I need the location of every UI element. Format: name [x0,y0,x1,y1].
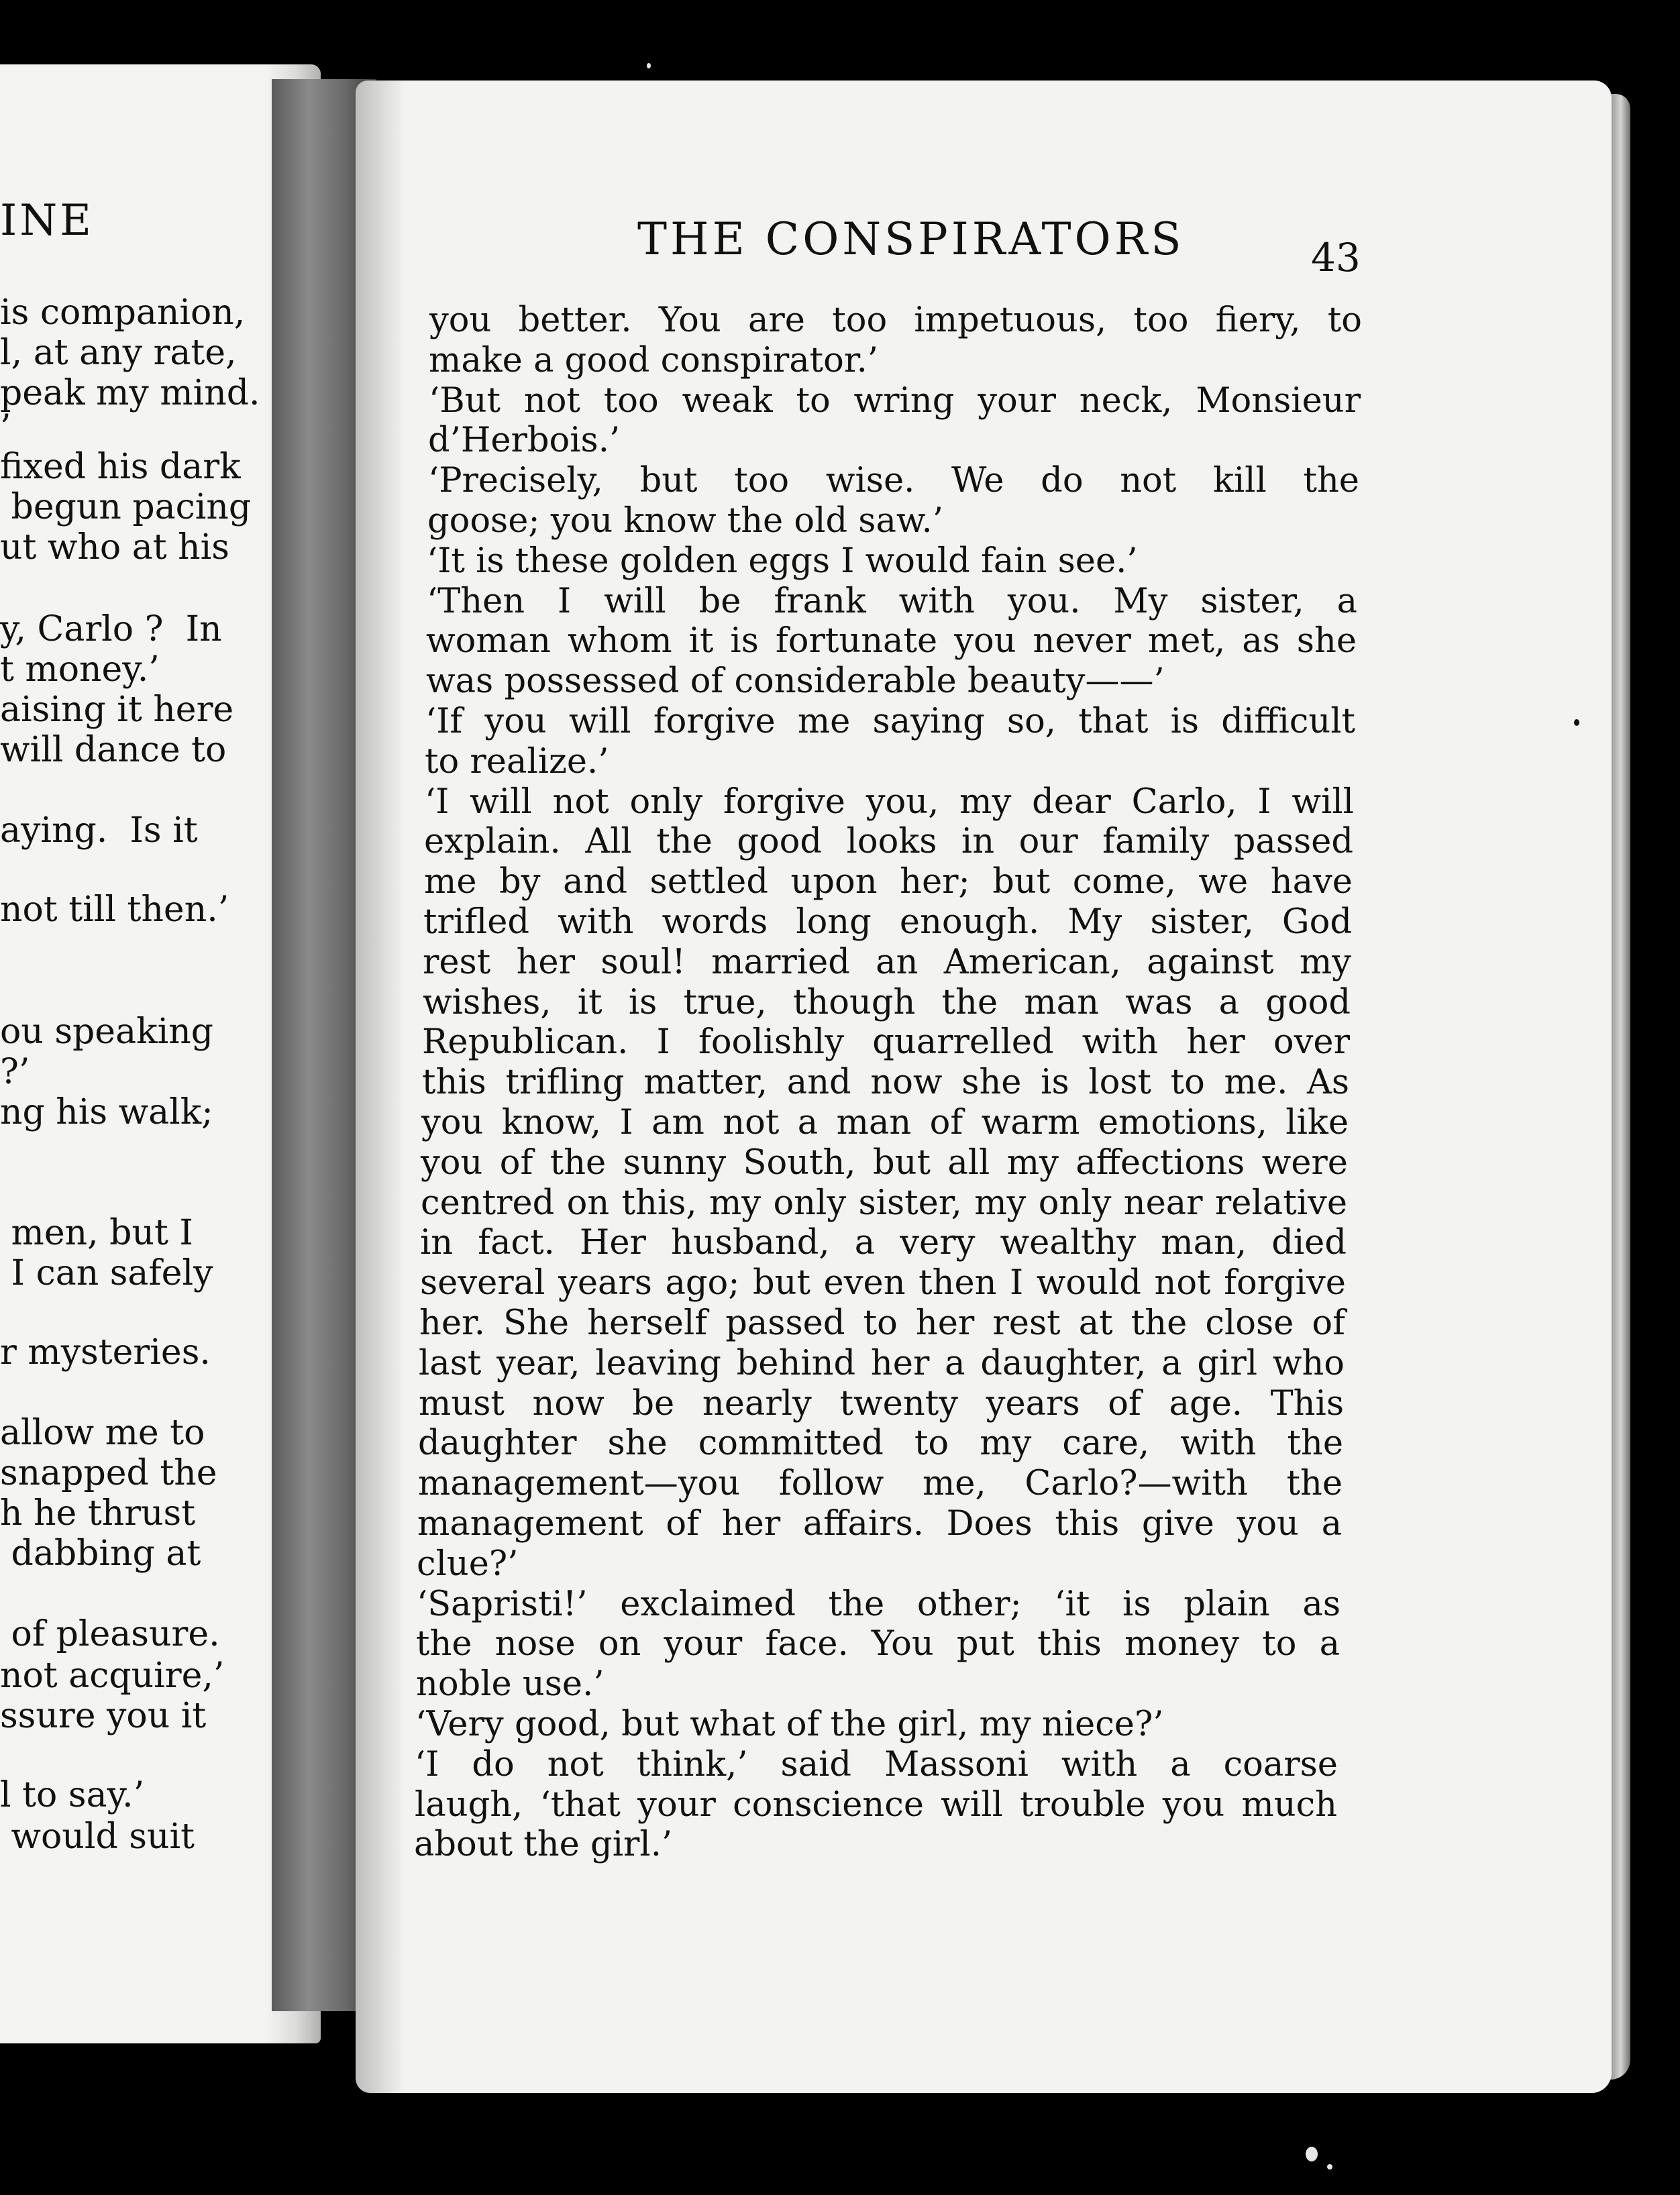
text-line: Republican. I foolishly quarrelled with her over [422,1022,1350,1062]
left-text-line: not acquire,’ [0,1656,225,1696]
left-text-line: snapped the [0,1453,217,1493]
text-line: make a good conspirator.’ [429,341,879,380]
running-head: THE CONSPIRATORS [637,213,1185,265]
text-line: noble use.’ [416,1664,605,1704]
left-text-line: allow me to [0,1413,205,1453]
text-line: in fact. Her husband, a very wealthy man, died [420,1223,1347,1263]
left-text-line: y, Carlo ? In [0,609,222,649]
text-line: to realize.’ [425,742,609,782]
left-text-line: l to say.’ [0,1775,145,1815]
left-text-line: fixed his dark [0,447,241,487]
left-text-line: ou speaking [0,1012,213,1052]
left-text-line: aying. Is it [0,810,198,851]
left-text-line: ng his walk; [0,1092,213,1132]
left-text-line: will dance to [0,730,227,770]
left-text-line: begun pacing [0,487,252,527]
text-line: management—you follow me, Carlo?—with the [418,1464,1343,1503]
text-line: about the girl.’ [414,1825,673,1864]
text-line: this trifling matter, and now she is lost to me. As [422,1063,1349,1102]
left-text-line: of pleasure. [0,1614,220,1654]
text-line: wishes, it is true, though the man was a good [423,983,1351,1022]
gutter-shadow [356,81,405,2093]
left-text-line: men, but I [0,1213,193,1253]
left-text-line: ssure you it [0,1696,207,1736]
text-line: her. She herself passed to her rest at the close of [419,1303,1345,1343]
text-line: several years ago; but even then I would not forgive [420,1263,1346,1303]
text-line: ‘I will not only forgive you, my dear Carlo, I will [425,782,1354,822]
dust-speck [1574,719,1579,726]
text-line: ‘Sapristi!’ exclaimed the other; ‘it is plain as [417,1585,1341,1624]
text-line: ‘Then I will be frank with you. My sister, a [427,582,1357,621]
left-running-head: INE [0,196,94,246]
left-text-line: peak my mind. [0,373,260,413]
text-line: was possessed of considerable beauty——’ [426,661,1165,701]
dust-speck [647,63,651,68]
left-text-line: ’ [0,408,11,448]
text-line: ‘But not too weak to wring your neck, Monsieur [429,381,1361,421]
text-line: laugh, ‘that your conscience will trouble you much [415,1785,1337,1825]
text-line: goose; you know the old saw.’ [427,501,943,541]
text-line: daughter she committed to my care, with the [418,1424,1343,1463]
text-line: you know, I am not a man of warm emotions, like [421,1103,1349,1142]
text-line: trifled with words long enough. My sister, God [423,902,1352,942]
text-line: ‘If you will forgive me saying so, that is difficult [425,702,1355,741]
text-line: ‘Precisely, but too wise. We do not kill the [428,461,1359,500]
text-line: the nose on your face. You put this money to a [416,1624,1340,1664]
text-line: clue?’ [417,1544,519,1584]
dust-speck [1327,2164,1332,2170]
left-text-line: aising it here [0,690,234,730]
text-line: woman whom it is fortunate you never met, as she [426,621,1357,661]
text-line: ‘I do not think,’ said Massoni with a coarse [415,1745,1338,1784]
left-text-line: ut who at his [0,527,229,568]
text-line: ‘It is these golden eggs I would fain see.’ [427,541,1138,581]
text-line: management of her affairs. Does this give you a [417,1504,1342,1544]
text-line: you of the sunny South, but all my affections were [421,1143,1348,1183]
text-line: d’Herbois.’ [428,421,621,460]
text-line: me by and settled upon her; but come, we have [424,862,1353,902]
left-text-line: not till then.’ [0,890,229,930]
left-text-line: l, at any rate, [0,333,237,373]
page-number: 43 [1311,235,1361,280]
left-text-line: r mysteries. [0,1332,211,1373]
left-text-line: would suit [0,1817,195,1857]
text-line: you better. You are too impetuous, too fiery, to [429,301,1362,340]
left-text-line: I can safely [0,1253,213,1293]
left-text-line: h he thrust [0,1493,196,1534]
text-line: last year, leaving behind her a daughter, a girl who [419,1344,1345,1383]
dust-speck [1306,2147,1318,2161]
text-line: centred on this, my only sister, my only near relative [421,1183,1347,1223]
left-text-line: is companion, [0,292,246,333]
text-line: rest her soul! married an American, against my [423,943,1351,982]
text-line: ‘Very good, but what of the girl, my niece?’ [415,1705,1164,1744]
text-line: explain. All the good looks in our family passed [424,822,1353,861]
left-text-line: t money.’ [0,649,160,690]
text-line: must now be nearly twenty years of age. This [419,1384,1344,1424]
left-text-line: dabbing at [0,1534,201,1574]
left-text-line: ?’ [0,1052,30,1092]
